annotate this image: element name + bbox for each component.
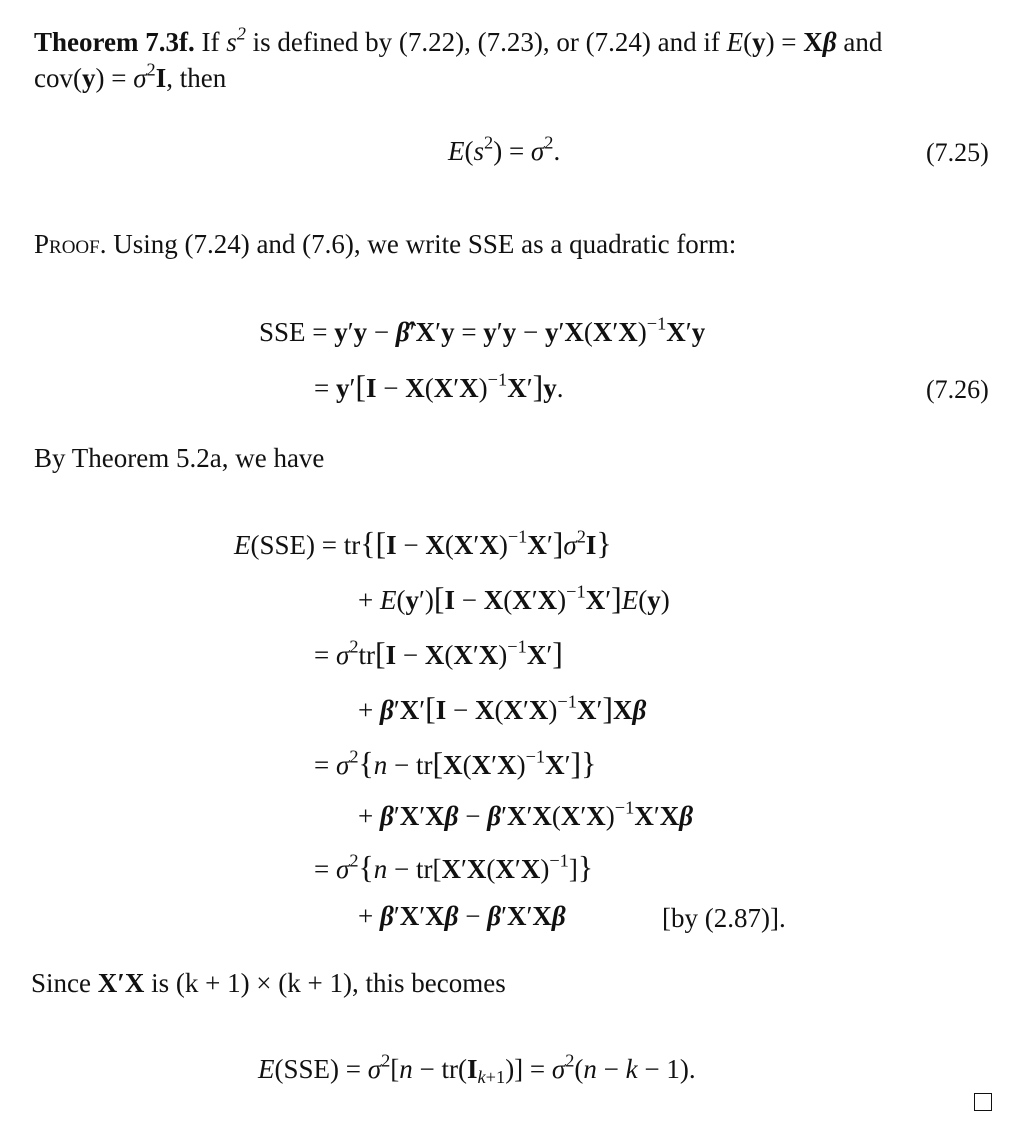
proof-intro-text: Using (7.24) and (7.6), we write SSE as a quadratic form: [113, 229, 737, 259]
math-xtx: X′X [97, 968, 145, 998]
theorem-text-then: , then [166, 63, 227, 93]
esse-line-6: + $\beta'X'X\beta - \beta'X'X(X'X)^{-1}X'X\beta$ [358, 797, 694, 831]
esse-line-2: + $E(y')[I - X(X'X)^{-1}X']E(y)$ [358, 581, 670, 616]
proof-label: Proof. [34, 229, 107, 259]
proof-intro [34, 231, 736, 258]
esse-line-1: $E(SSE) = tr\{[I - X(X'X)^{-1}X']\sigma^2I\}$ [234, 526, 612, 561]
theorem-line-1 [34, 23, 883, 57]
theorem-text-defined: is defined by (7.22), (7.23), or (7.24) and if [252, 27, 720, 57]
final-equation: $E(SSE) = \sigma^2[n - tr(I_{k+1})] = \sigma^2(n - k - 1)$. [258, 1050, 696, 1088]
theorem-label: Theorem 7.3f. [34, 27, 195, 57]
esse-line-8: + β′X′Xβ − β′X′Xβ [358, 901, 566, 931]
since-text-2: is (k + 1) × (k + 1), this becomes [151, 968, 506, 998]
equation-7-25: $E(s^2) = \sigma^2$. [448, 132, 561, 166]
esse-line-4: + $\beta'X'[I - X(X'X)^{-1}X']X\beta$ [358, 691, 647, 726]
sse-line-1: SSE = y′y − β̂′X′y = $y'y - y'X(X'X)^{-1}X'y$ [259, 313, 706, 347]
since-line [31, 970, 506, 997]
qed-box [974, 1093, 992, 1111]
esse-line-7: = $\sigma^2\{n - tr[X'X(X'X)^{-1}]\}$ [314, 850, 594, 885]
by-theorem-text: By Theorem 5.2a, we have [34, 443, 325, 473]
math-s-squared: $s^2$ [226, 23, 246, 57]
reference-2-87: [by (2.87)]. [662, 903, 786, 933]
equation-number-7-26: (7.26) [926, 375, 989, 404]
theorem-text-if: If [201, 27, 220, 57]
math-cov-y: $cov(y) = \sigma^2I$ [34, 59, 167, 93]
esse-line-3: = $\sigma^2tr[I - X(X'X)^{-1}X']$ [314, 636, 563, 671]
since-text-1: Since [31, 968, 91, 998]
theorem-text-and: and [843, 27, 883, 57]
equation-number-7-25: (7.25) [926, 138, 989, 167]
esse-line-5: = $\sigma^2\{n - tr[X(X'X)^{-1}X']\}$ [314, 746, 597, 781]
theorem-line-2 [34, 59, 227, 93]
sse-line-2: = $y'[I - X(X'X)^{-1}X']y$. [314, 369, 564, 404]
math-expectation-y: E(y) = Xβ [726, 27, 837, 57]
